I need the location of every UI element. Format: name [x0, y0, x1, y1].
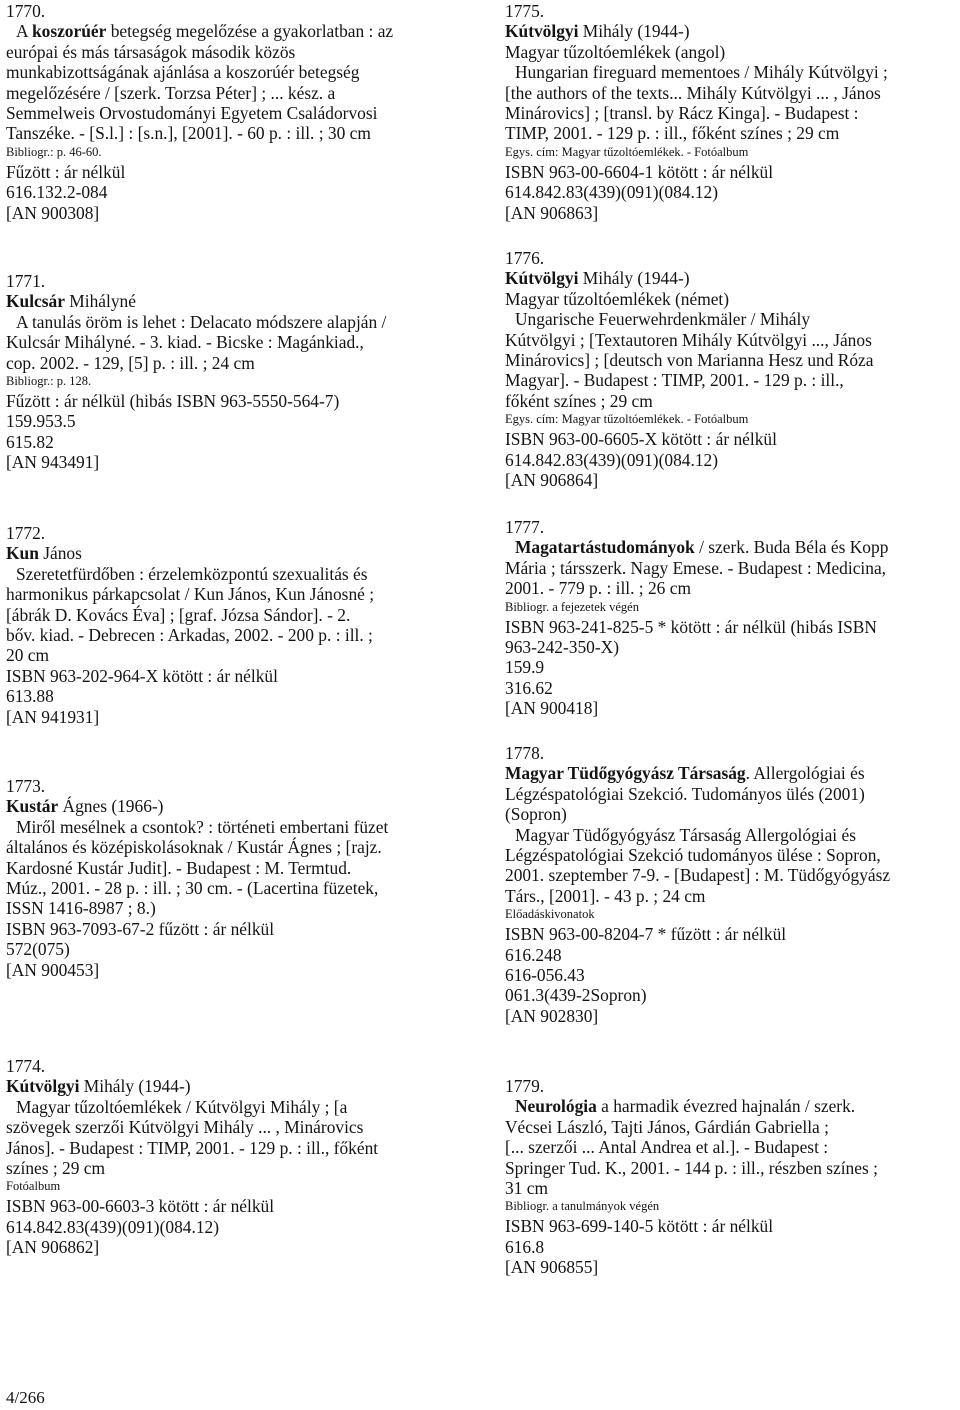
entry-heading: Kútvölgyi	[6, 1076, 80, 1097]
page-number: 4/266	[6, 1388, 45, 1407]
entry-line	[6, 1158, 466, 1178]
entry-text: 613.88	[6, 686, 54, 707]
entry-text: 31 cm	[505, 1178, 548, 1199]
entry-heading: Magatartástudományok	[515, 537, 695, 558]
entry-line	[505, 698, 955, 718]
entry-text: A tanulás öröm is lehet : Delacato módszere alapján /	[16, 311, 387, 332]
entry-text: 1776.	[505, 248, 545, 268]
entry-line	[6, 42, 466, 62]
entry-line	[6, 919, 466, 939]
entry-line	[505, 763, 955, 783]
entry-line	[505, 678, 955, 698]
entry-text: ISBN 963-241-825-5 * kötött : ár nélkül (hibás ISBN	[505, 616, 877, 637]
entry-text: Légzéspatológiai Szekció tudományos ülése : Sopron,	[505, 845, 881, 866]
entry-text: Bibliogr. a fejezetek végén	[505, 599, 639, 614]
entry-line	[505, 637, 955, 657]
entry-text: betegség megelőzése a gyakorlatban : az	[106, 21, 394, 42]
entry-text: Magyar tűzoltóemlékek (német)	[505, 288, 730, 309]
entry-text: Springer Tud. K., 2001. - 144 p. : ill., részben színes ;	[505, 1157, 878, 1178]
entry-line	[505, 985, 955, 1005]
entry-text: 1773.	[6, 776, 46, 796]
entry-line	[505, 62, 955, 82]
entry-heading: Kustár	[6, 796, 59, 817]
entry-text: 963-242-350-X)	[505, 637, 619, 658]
entry-line	[505, 1158, 955, 1178]
entry-1773	[6, 776, 466, 980]
entry-heading: Kulcsár	[6, 291, 65, 312]
entry-text: Társ., [2001]. - 43 p. ; 24 cm	[505, 885, 706, 906]
entry-note-line	[505, 907, 955, 923]
entry-line	[505, 1237, 955, 1257]
entry-text: főként színes ; 29 cm	[505, 390, 653, 411]
entry-line	[505, 1117, 955, 1137]
entry-1772	[6, 523, 466, 727]
entry-number	[6, 776, 466, 796]
entry-text: Egys. cím: Magyar tűzoltóemlékek. - Fotóalbum	[505, 144, 749, 159]
entry-text: [AN 900308]	[6, 202, 100, 223]
entry-text: a harmadik évezred hajnalán / szerk.	[596, 1096, 856, 1117]
entry-line	[505, 1178, 955, 1198]
entry-text: [... szerzői ... Antal Andrea et al.]. - Budapest :	[505, 1137, 829, 1158]
entry-text: 2001. - 779 p. : ill. ; 26 cm	[505, 578, 691, 599]
entry-line	[6, 584, 466, 604]
entry-line	[6, 878, 466, 898]
entry-text: 1770.	[6, 1, 46, 21]
entry-text: munkabizottságának ajánlása a koszorúér betegség	[6, 62, 360, 83]
entry-text: Semmelweis Orvostudományi Egyetem Családorvosi	[6, 103, 378, 124]
entry-text: 1772.	[6, 523, 46, 543]
entry-line	[6, 391, 466, 411]
entry-line	[6, 645, 466, 665]
entry-text: Kulcsár Mihályné. - 3. kiad. - Bicske : Magánkiad.,	[6, 332, 364, 353]
entry-number	[505, 743, 955, 763]
entry-line	[505, 450, 955, 470]
entry-1770	[6, 1, 466, 223]
entry-line	[505, 537, 955, 557]
entry-line	[6, 1196, 466, 1216]
entry-text: Magyar tűzoltóemlékek / Kútvölgyi Mihály ; [a	[16, 1096, 348, 1117]
entry-text: Légzéspatológiai Szekció. Tudományos ülés (2001)	[505, 783, 865, 804]
entry-text: Bibliogr. a tanulmányok végén	[505, 1199, 660, 1214]
entry-number	[6, 1, 466, 21]
entry-text: Egys. cím: Magyar tűzoltóemlékek. - Fotóalbum	[505, 412, 749, 427]
entry-text: / szerk. Buda Béla és Kopp	[694, 537, 889, 558]
entry-text: Magyar]. - Budapest : TIMP, 2001. - 129 p. : ill.,	[505, 370, 844, 391]
entry-text: 616.8	[505, 1236, 545, 1257]
entry-number	[6, 523, 466, 543]
entry-line	[6, 796, 466, 816]
entry-1774	[6, 1056, 466, 1258]
entry-text: [AN 906864]	[505, 470, 599, 491]
entry-line	[6, 21, 466, 41]
entry-text: 616-056.43	[505, 965, 585, 986]
entry-text: [AN 941931]	[6, 706, 100, 727]
entry-text: [AN 906863]	[505, 202, 599, 223]
entry-text: Szeretetfürdőben : érzelemközpontú szexualitás és	[16, 563, 368, 584]
entry-text: ISBN 963-00-8204-7 * fűzött : ár nélkül	[505, 924, 787, 945]
entry-text: Kútvölgyi ; [Textautoren Mihály Kútvölgyi ..., János	[505, 329, 872, 350]
entry-line	[6, 817, 466, 837]
entry-text: bőv. kiad. - Debrecen : Arkadas, 2002. - 200 p. : ill. ;	[6, 625, 373, 646]
entry-text: 1771.	[6, 271, 46, 291]
entry-text: 1779.	[505, 1076, 545, 1096]
entry-text: [AN 906862]	[6, 1237, 100, 1258]
entry-text: 615.82	[6, 431, 54, 452]
entry-text: Vécsei László, Tajti János, Gárdián Gabriella ;	[505, 1116, 829, 1137]
entry-text: 1774.	[6, 1056, 46, 1076]
entry-text: (Sopron)	[505, 804, 567, 825]
entry-text: Bibliogr.: p. 46-60.	[6, 144, 102, 159]
entry-line	[505, 162, 955, 182]
entry-text: Hungarian fireguard mementoes / Mihály Kútvölgyi ;	[515, 62, 888, 83]
entry-heading: Kútvölgyi	[505, 21, 579, 42]
entry-text: harmonikus párkapcsolat / Kun János, Kun Jánosné ;	[6, 584, 375, 605]
entry-text: [the authors of the texts... Mihály Kútvölgyi ... , János	[505, 82, 881, 103]
entry-text: 20 cm	[6, 645, 49, 666]
entry-line	[505, 429, 955, 449]
entry-heading: koszorúér	[31, 21, 107, 42]
entry-line	[505, 309, 955, 329]
entry-note-line	[505, 600, 955, 616]
entry-heading: Magyar Tüdőgyógyász Társaság	[505, 763, 746, 784]
entry-text: 061.3(439-2Sopron)	[505, 985, 647, 1006]
entry-text: színes ; 29 cm	[6, 1158, 106, 1179]
entry-text: 1777.	[505, 517, 545, 537]
entry-heading: Kútvölgyi	[505, 268, 579, 289]
entry-line	[505, 845, 955, 865]
entry-line	[505, 350, 955, 370]
entry-line	[6, 411, 466, 431]
entry-text: ISBN 963-00-6605-X kötött : ár nélkül	[505, 429, 777, 450]
entry-text: ISSN 1416-8987 ; 8.)	[6, 898, 156, 919]
entry-line	[505, 370, 955, 390]
entry-line	[6, 564, 466, 584]
entry-line	[6, 1076, 466, 1096]
entry-line	[6, 1097, 466, 1117]
entry-text: Magyar tűzoltóemlékek (angol)	[505, 41, 726, 62]
entry-number	[505, 248, 955, 268]
entry-line	[505, 578, 955, 598]
entry-line	[6, 1138, 466, 1158]
entry-line	[6, 312, 466, 332]
entry-line	[505, 182, 955, 202]
entry-1775	[505, 1, 955, 223]
entry-line	[6, 686, 466, 706]
entry-1777	[505, 517, 955, 719]
entry-text: [AN 902830]	[505, 1005, 599, 1026]
entry-text: 159.9	[505, 657, 545, 678]
entry-line	[6, 432, 466, 452]
entry-line	[6, 203, 466, 223]
entry-line	[505, 1137, 955, 1157]
entry-line	[6, 543, 466, 563]
entry-line	[6, 939, 466, 959]
entry-text: 614.842.83(439)(091)(084.12)	[6, 1216, 220, 1237]
entry-text: Ágnes (1966-)	[58, 796, 164, 817]
entry-line	[6, 332, 466, 352]
entry-line	[505, 83, 955, 103]
entry-number	[6, 1056, 466, 1076]
entry-line	[6, 162, 466, 182]
entry-line	[6, 666, 466, 686]
entry-1771	[6, 271, 466, 473]
entry-text: 1775.	[505, 1, 545, 21]
entry-text: Múz., 2001. - 28 p. : ill. ; 30 cm. - (Lacertina füzetek,	[6, 878, 379, 899]
entry-text: Minárovics] ; [deutsch von Marianna Hesz und Róza	[505, 350, 874, 371]
entry-line	[6, 123, 466, 143]
entry-text: szövegek szerzői Kútvölgyi Mihály ... , Minárovics	[6, 1117, 364, 1138]
entry-text: János	[38, 543, 82, 564]
entry-line	[505, 886, 955, 906]
entry-text: 1778.	[505, 743, 545, 763]
entry-line	[6, 1217, 466, 1237]
entry-line	[505, 42, 955, 62]
entry-text: 614.842.83(439)(091)(084.12)	[505, 449, 719, 470]
entry-line	[505, 924, 955, 944]
entry-line	[505, 103, 955, 123]
entry-line	[505, 945, 955, 965]
entry-number	[505, 1, 955, 21]
entry-text: Bibliogr.: p. 128.	[6, 374, 92, 389]
entry-line	[6, 960, 466, 980]
entry-number	[505, 1076, 955, 1096]
entry-text: Mihályné	[64, 291, 136, 312]
entry-line	[505, 825, 955, 845]
entry-line	[505, 1006, 955, 1026]
entry-line	[6, 1117, 466, 1137]
entry-text: 572(075)	[6, 939, 70, 960]
entry-note-line	[505, 1199, 955, 1215]
entry-text: ISBN 963-00-6603-3 kötött : ár nélkül	[6, 1196, 275, 1217]
entry-text: Magyar Tüdőgyógyász Társaság Allergológiai és	[515, 824, 856, 845]
entry-text: [AN 906855]	[505, 1257, 599, 1278]
entry-line	[505, 784, 955, 804]
entry-text: európai és más társaságok második közös	[6, 41, 296, 62]
entry-text: Fűzött : ár nélkül	[6, 161, 126, 182]
entry-line	[505, 1096, 955, 1116]
entry-line	[505, 21, 955, 41]
entry-text: Miről mesélnek a csontok? : történeti embertani füzet	[16, 816, 389, 837]
entry-line	[505, 617, 955, 637]
entry-line	[505, 865, 955, 885]
entry-line	[6, 103, 466, 123]
entry-text: általános és középiskolásoknak / Kustár Ágnes ; [rajz.	[6, 837, 382, 858]
entry-line	[505, 558, 955, 578]
entry-line	[505, 203, 955, 223]
entry-line	[6, 291, 466, 311]
entry-line	[6, 898, 466, 918]
entry-text: ISBN 963-699-140-5 kötött : ár nélkül	[505, 1216, 774, 1237]
entry-text: Fotóalbum	[6, 1179, 61, 1194]
entry-text: János]. - Budapest : TIMP, 2001. - 129 p. : ill., főként	[6, 1137, 379, 1158]
entry-line	[505, 268, 955, 288]
entry-text: TIMP, 2001. - 129 p. : ill., főként színes ; 29 cm	[505, 123, 840, 144]
entry-text: 616.248	[505, 944, 562, 965]
entry-number	[505, 517, 955, 537]
entry-text: Fűzött : ár nélkül (hibás ISBN 963-5550-564-7)	[6, 391, 340, 412]
entry-text: [AN 900418]	[505, 698, 599, 719]
entry-heading: Kun	[6, 543, 39, 564]
entry-line	[6, 452, 466, 472]
entry-line	[6, 858, 466, 878]
entry-line	[505, 470, 955, 490]
entry-text: cop. 2002. - 129, [5] p. : ill. ; 24 cm	[6, 352, 255, 373]
entry-line	[505, 657, 955, 677]
entry-line	[505, 289, 955, 309]
entry-line	[6, 182, 466, 202]
entry-text: 616.132.2-084	[6, 182, 108, 203]
entry-text: Mihály (1944-)	[79, 1076, 191, 1097]
entry-text: Minárovics] ; [transl. by Rácz Kinga]. - Budapest :	[505, 103, 859, 124]
entry-line	[6, 353, 466, 373]
entry-1776	[505, 248, 955, 490]
entry-note-line	[6, 1179, 466, 1195]
entry-number	[6, 271, 466, 291]
entry-text: 614.842.83(439)(091)(084.12)	[505, 182, 719, 203]
entry-text: ISBN 963-00-6604-1 kötött : ár nélkül	[505, 161, 774, 182]
entry-text: Mária ; társszerk. Nagy Emese. - Budapest : Medicina,	[505, 557, 887, 578]
entry-note-line	[6, 145, 466, 161]
entry-text: Tanszéke. - [S.l.] : [s.n.], [2001]. - 60 p. : ill. ; 30 cm	[6, 123, 371, 144]
entry-text: 316.62	[505, 677, 553, 698]
entry-line	[6, 837, 466, 857]
entry-text: Kardosné Kustár Judit]. - Budapest : M. Termtud.	[6, 857, 352, 878]
entry-line	[6, 625, 466, 645]
entry-text: A	[16, 21, 32, 42]
entry-text: ISBN 963-202-964-X kötött : ár nélkül	[6, 665, 278, 686]
entry-line	[505, 965, 955, 985]
entry-text: [AN 900453]	[6, 959, 100, 980]
entry-note-line	[505, 145, 955, 161]
entry-line	[505, 391, 955, 411]
entry-1779	[505, 1076, 955, 1278]
entry-1778	[505, 743, 955, 1026]
entry-text: 2001. szeptember 7-9. - [Budapest] : M. Tüdőgyógyász	[505, 865, 891, 886]
entry-line	[505, 1216, 955, 1236]
entry-text: [AN 943491]	[6, 452, 100, 473]
entry-text: megelőzésére / [szerk. Torzsa Péter] ; ... kész. a	[6, 82, 336, 103]
entry-text: [ábrák D. Kovács Éva] ; [graf. Józsa Sándor]. - 2.	[6, 604, 351, 625]
entry-line	[505, 1257, 955, 1277]
entry-heading: Neurológia	[515, 1096, 597, 1117]
entry-text: . Allergológiai és	[745, 763, 865, 784]
entry-line	[6, 605, 466, 625]
entry-line	[505, 330, 955, 350]
entry-text: Mihály (1944-)	[578, 21, 690, 42]
entry-text: Előadáskivonatok	[505, 907, 595, 922]
entry-line	[505, 804, 955, 824]
entry-line	[6, 707, 466, 727]
entry-note-line	[505, 412, 955, 428]
entry-text: Ungarische Feuerwehrdenkmäler / Mihály	[515, 309, 811, 330]
entry-text: 159.953.5	[6, 411, 76, 432]
entry-line	[505, 123, 955, 143]
entry-text: ISBN 963-7093-67-2 fűzött : ár nélkül	[6, 918, 275, 939]
entry-line	[6, 83, 466, 103]
entry-note-line	[6, 374, 466, 390]
entry-text: Mihály (1944-)	[578, 268, 690, 289]
entry-line	[6, 62, 466, 82]
entry-line	[6, 1237, 466, 1257]
